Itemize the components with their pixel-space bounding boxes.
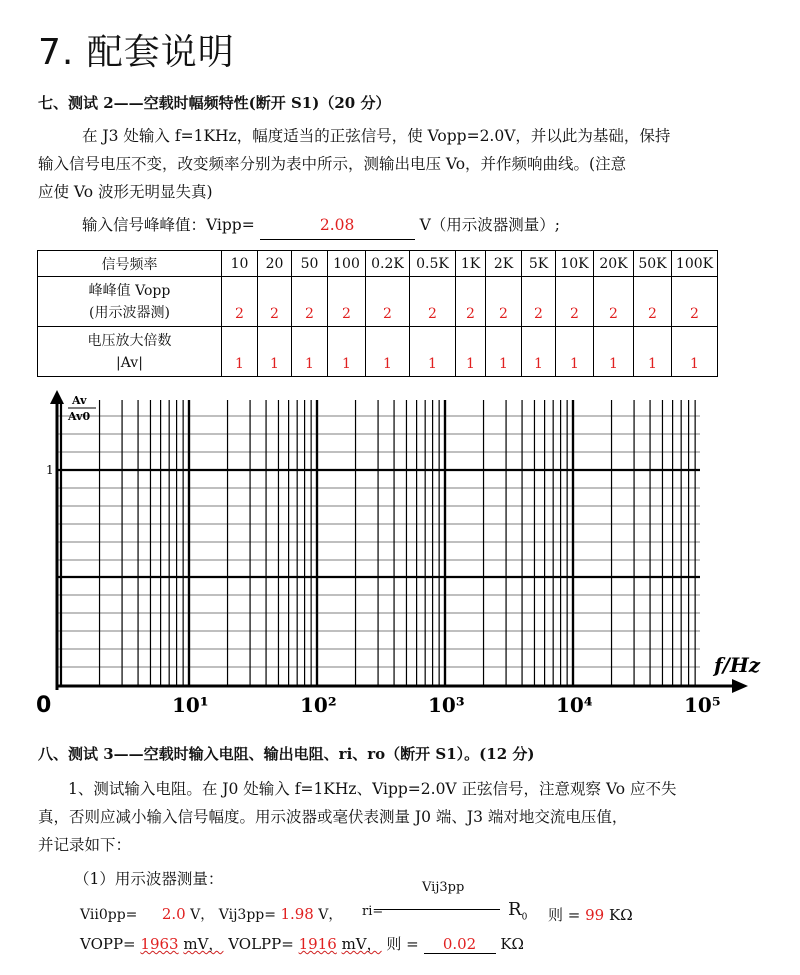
y-axis-arrow-icon [50, 390, 64, 404]
freq-cell: 50 [292, 251, 328, 277]
vipp-line [82, 211, 560, 240]
ri-value: 99 [585, 906, 605, 924]
freq-cell: 10 [222, 251, 258, 277]
frequency-response-graph [0, 390, 800, 720]
vopp-cell: 2 [556, 277, 594, 327]
frequency-table [37, 250, 718, 377]
av-cell: 1 [594, 327, 634, 377]
s8-line-2: 真，否则应减小输入信号幅度。用示波器或毫伏表测量 J0 端、J3 端对地交流电压值， [38, 808, 628, 826]
ro-then: 则 = [386, 935, 419, 953]
decade-label: 10⁴ [556, 693, 593, 717]
decade-label: 10¹ [172, 693, 209, 717]
s7-line-2: 输入信号电压不变，改变频率分别为表中所示，测输出电压 Vo，并作频响曲线。(注意 [38, 155, 627, 173]
av-cell: 1 [328, 327, 366, 377]
vi0-label: Vii0pp= [80, 907, 138, 923]
r0-subscript: 0 [521, 912, 528, 923]
vipp-suffix: V（用示波器测量）; [419, 216, 561, 234]
vopp-cell: 2 [328, 277, 366, 327]
section7-paragraph [38, 122, 778, 206]
y-label-denominator: Av0 [68, 410, 91, 423]
freq-cell: 100K [672, 251, 718, 277]
x-label: f/Hz [714, 653, 761, 677]
r0-letter: R [508, 899, 522, 920]
vi0-value: 2.0 [161, 905, 186, 923]
av-cell: 1 [292, 327, 328, 377]
vopp-cell: 2 [594, 277, 634, 327]
av-cell: 1 [258, 327, 292, 377]
vi3-unit: V， [318, 907, 343, 923]
av-cell: 1 [556, 327, 594, 377]
fraction-numerator: Vij3pp [422, 880, 465, 895]
row-vopp-label-1: 峰峰值 Vopp [88, 282, 171, 299]
av-cell: 1 [366, 327, 410, 377]
vopp-cell: 2 [672, 277, 718, 327]
av-cell: 1 [634, 327, 672, 377]
s7-line-1: 在 J3 处输入 f=1KHz，幅度适当的正弦信号，使 Vopp=2.0V，并以此为基础，保持 [82, 127, 671, 145]
s7-line-3: 应使 Vo 波形无明显失真) [38, 183, 213, 201]
s8-line-3: 并记录如下： [38, 836, 132, 854]
freq-cell: 50K [634, 251, 672, 277]
r0-label [508, 899, 527, 923]
freq-cell: 0.5K [410, 251, 456, 277]
ri-result [548, 904, 633, 925]
vopp-cell: 2 [486, 277, 522, 327]
freq-cell: 2K [486, 251, 522, 277]
volpp-value: 1916 [298, 935, 337, 953]
decade-label: 10⁵ [684, 693, 721, 717]
vi0-unit: V， [190, 907, 215, 923]
table-row-av [38, 327, 718, 377]
s8-line-1: 1、测试输入电阻。在 J0 处输入 f=1KHz、Vipp=2.0V 正弦信号，注意观察 Vo 应不失 [68, 780, 677, 798]
av-cell: 1 [486, 327, 522, 377]
freq-cell: 20 [258, 251, 292, 277]
av-cell: 1 [410, 327, 456, 377]
vopp-cell: 2 [222, 277, 258, 327]
row-av-label-1: 电压放大倍数 [87, 332, 172, 349]
vopp-cell: 2 [634, 277, 672, 327]
row-av-label [38, 327, 222, 377]
measure-line-2 [80, 933, 524, 954]
graph-grid [57, 400, 700, 686]
row-vopp-label-2: (用示波器测) [89, 304, 170, 321]
page-title: 7. 配套说明 [38, 32, 235, 73]
ri-then: 则 = [548, 906, 581, 924]
decade-label: 10³ [428, 693, 465, 717]
row-vopp-label [38, 277, 222, 327]
vopp-unit: mV， [183, 935, 224, 953]
section8-heading: 八、测试 3——空载时输入电阻、输出电阻、ri、ro（断开 S1）。(12 分) [38, 745, 535, 763]
vi3-label: Vij3pp= [218, 907, 276, 923]
vopp-cell: 2 [410, 277, 456, 327]
vopp-label: VOPP= [80, 935, 136, 953]
vopp-cell: 2 [258, 277, 292, 327]
vopp-cell: 2 [292, 277, 328, 327]
av-cell: 1 [522, 327, 556, 377]
vi3-value: 1.98 [280, 905, 314, 923]
measure-line-1 [80, 904, 342, 924]
volpp-label: VOLPP= [228, 935, 294, 953]
vopp-cell: 2 [522, 277, 556, 327]
origin-label: 0 [36, 693, 52, 718]
freq-cell: 5K [522, 251, 556, 277]
volpp-unit: mV， [341, 935, 382, 953]
fraction-bar [380, 909, 500, 910]
freq-cell: 0.2K [366, 251, 410, 277]
av-cell: 1 [672, 327, 718, 377]
av-cell: 1 [222, 327, 258, 377]
freq-cell: 100 [328, 251, 366, 277]
vopp-value: 1963 [140, 935, 179, 953]
section7-heading: 七、测试 2——空载时幅频特性(断开 S1)（20 分） [38, 94, 391, 112]
x-axis-arrow-icon [732, 679, 748, 693]
table-row-vopp [38, 277, 718, 327]
y-label-numerator: Av [72, 394, 87, 407]
vopp-cell: 2 [456, 277, 486, 327]
ro-value: 0.02 [424, 935, 496, 954]
section8-paragraph [38, 775, 778, 859]
row-av-label-2: |Av| [116, 354, 143, 371]
header-label: 信号频率 [38, 251, 222, 277]
vipp-prefix: 输入信号峰峰值：Vipp= [82, 216, 255, 234]
av-cell: 1 [456, 327, 486, 377]
table-header-row [38, 251, 718, 277]
ro-unit: KΩ [500, 935, 524, 953]
freq-cell: 10K [556, 251, 594, 277]
sub-heading: （1）用示波器测量： [74, 870, 224, 888]
ri-unit: KΩ [609, 906, 633, 924]
freq-cell: 20K [594, 251, 634, 277]
y-tick-1: 1 [46, 463, 54, 477]
vopp-cell: 2 [366, 277, 410, 327]
decade-label: 10² [300, 693, 337, 717]
freq-cell: 1K [456, 251, 486, 277]
ri-label: ri= [362, 904, 384, 919]
vipp-value: 2.08 [260, 211, 415, 240]
